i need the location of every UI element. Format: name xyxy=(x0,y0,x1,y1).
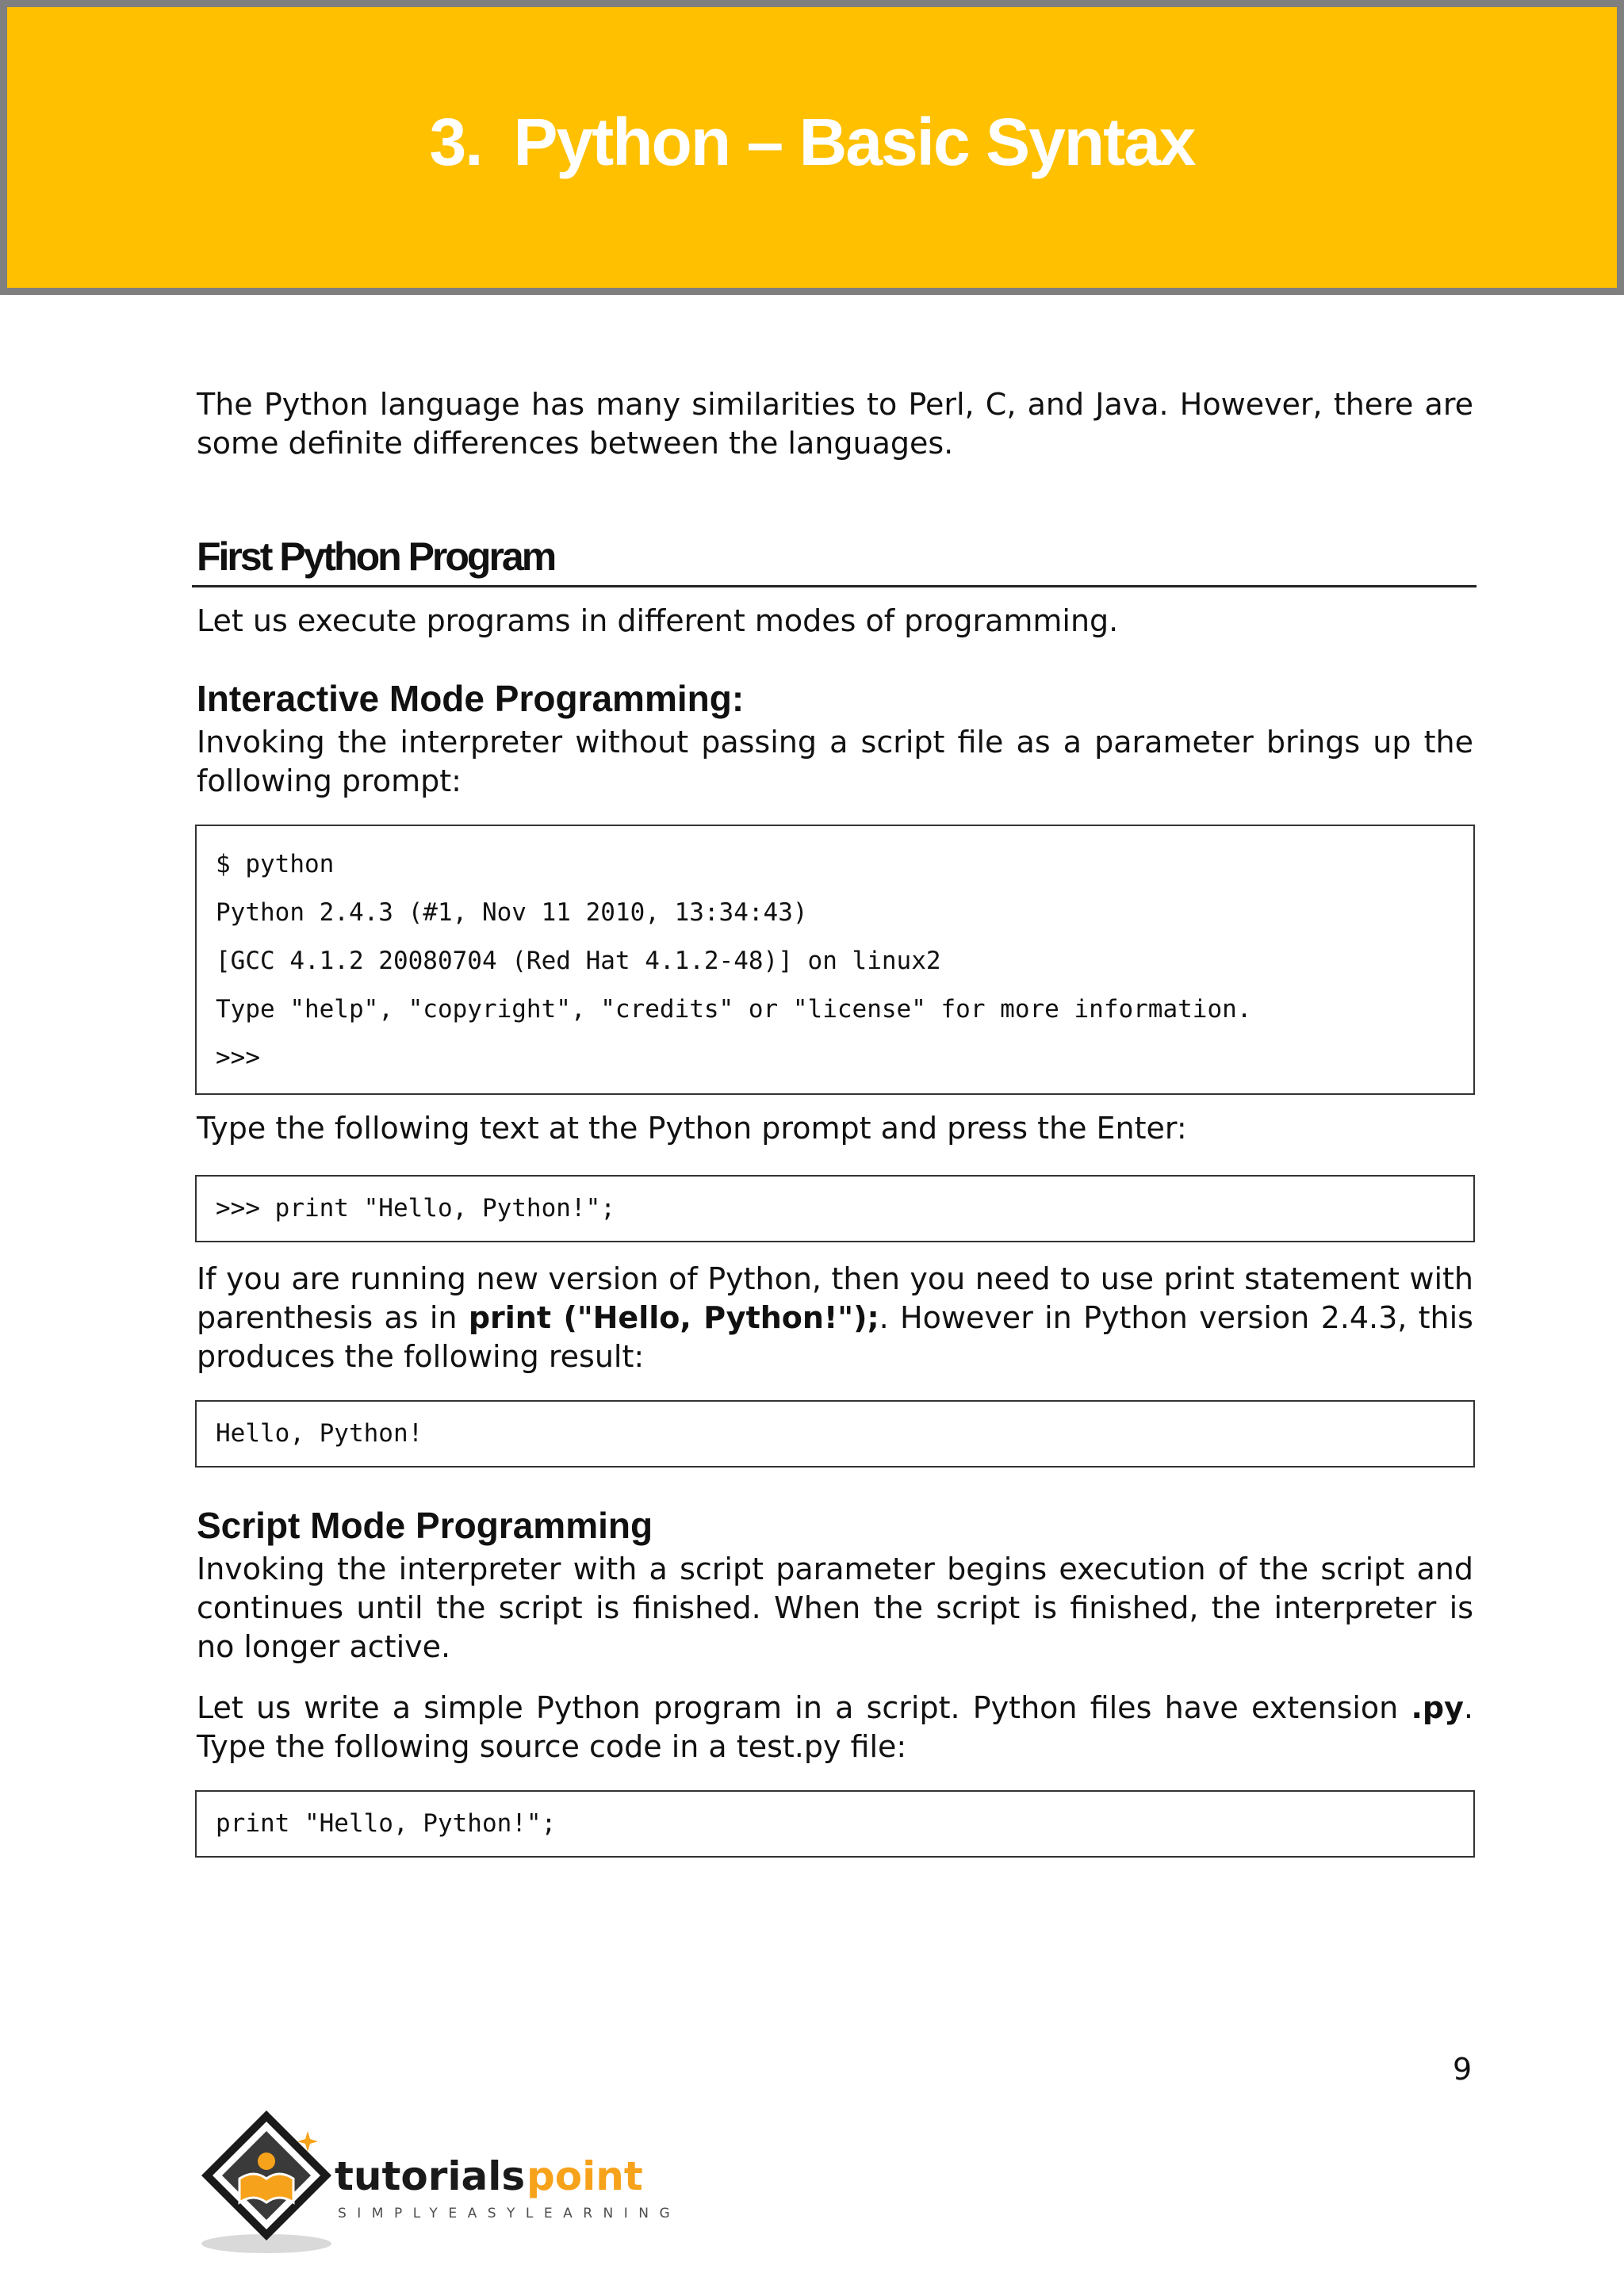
chapter-number: 3. xyxy=(429,105,482,179)
book-icon xyxy=(239,2174,293,2202)
chapter-title xyxy=(429,104,1194,181)
code-line: >>> xyxy=(216,1043,260,1072)
logo-tagline: SIMPLYEASYLEARNING xyxy=(338,2206,681,2221)
chapter-title-text: Python – Basic Syntax xyxy=(513,105,1195,179)
page-number: 9 xyxy=(1453,2052,1473,2087)
intro-paragraph: The Python language has many similarities to Perl, C, and Java. However, there are some definite differences between the languages. xyxy=(197,387,1473,461)
script-text-before: Let us write a simple Python program in a script. Python files have extension xyxy=(197,1690,1399,1725)
code-line: $ python xyxy=(216,850,335,878)
code-line: Type "help", "copyright", "credits" or "license" for more information. xyxy=(216,995,1252,1024)
python-version-note xyxy=(197,1260,1473,1376)
code-line: [GCC 4.1.2 20080704 (Red Hat 4.1.2-48)] on linux2 xyxy=(216,947,941,975)
page-content xyxy=(197,385,1473,1858)
note-bold-code: print ("Hello, Python!"); xyxy=(468,1300,879,1335)
logo-word-point: point xyxy=(527,2153,643,2199)
note-text-before: If you are running new version of Python, then you need to use print statement with parenthesis as in xyxy=(197,1261,1473,1335)
subheading-script-mode: Script Mode Programming xyxy=(197,1505,653,1546)
interactive-description: Invoking the interpreter without passing a script file as a parameter brings up the following prompt: xyxy=(197,725,1473,798)
tutorialspoint-logo xyxy=(195,2110,703,2261)
enter-instruction: Type the following text at the Python prompt and press the Enter: xyxy=(197,1111,1187,1146)
code-line: print "Hello, Python!"; xyxy=(216,1809,557,1838)
subheading-interactive-mode: Interactive Mode Programming: xyxy=(197,678,745,719)
code-line: Hello, Python! xyxy=(216,1419,423,1448)
print-statement-code-box xyxy=(195,1175,1475,1242)
script-text-after: . Type the following source code in a test.py file: xyxy=(197,1690,1473,1764)
note-text-after: . However in Python version 2.4.3, this produces the following result: xyxy=(197,1300,1473,1374)
script-code-box xyxy=(195,1790,1475,1858)
first-program-lead: Let us execute programs in different modes of programming. xyxy=(197,603,1119,638)
reader-head-icon xyxy=(258,2152,275,2170)
result-code-box xyxy=(195,1400,1475,1468)
section-heading-first-program: First Python Program xyxy=(192,533,1477,587)
script-description: Invoking the interpreter with a script parameter begins execution of the script and continues until the script is finished. When the script is finished, the interpreter is no longer active. xyxy=(197,1552,1473,1664)
interactive-prompt-code-box xyxy=(195,825,1475,1095)
code-line: >>> print "Hello, Python!"; xyxy=(216,1194,615,1223)
chapter-banner xyxy=(0,0,1624,295)
code-line: Python 2.4.3 (#1, Nov 11 2010, 13:34:43) xyxy=(216,898,808,927)
script-instruction xyxy=(197,1689,1473,1766)
py-extension: .py xyxy=(1411,1690,1464,1725)
logo-word-tutorials: tutorials xyxy=(335,2153,526,2199)
